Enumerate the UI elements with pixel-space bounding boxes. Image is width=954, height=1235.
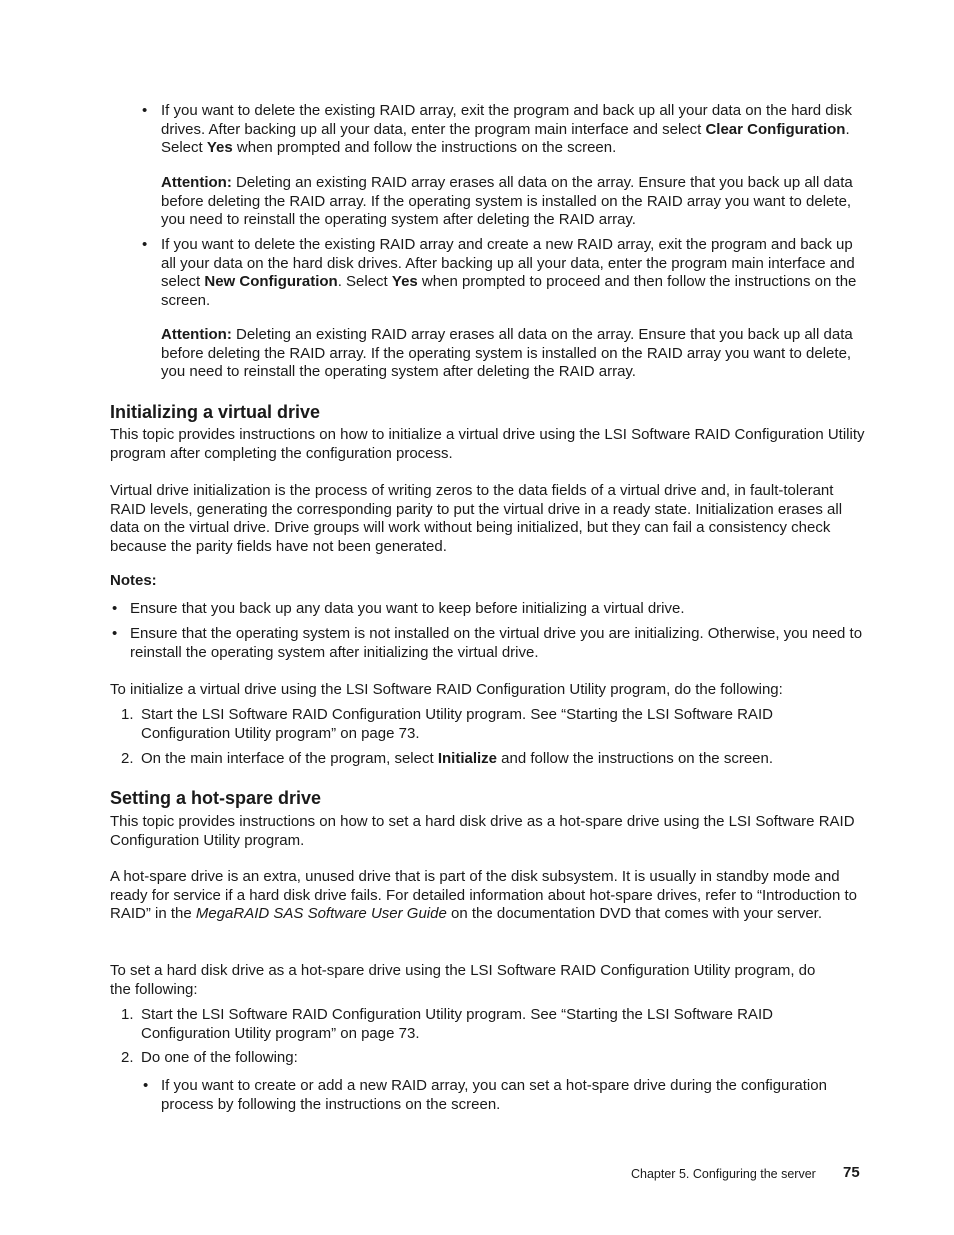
heading-initializing-virtual-drive: Initializing a virtual drive xyxy=(110,402,321,422)
section1-paragraph: Virtual drive initialization is the process of writing zeros to the data fields of a virtual drive and, in fault-tolerant RAID levels, generating the corresponding parity to put the virtual drive in a ready state. Initialization erases all data on the virtual drive. Drive groups will work without being initialized, but they can fail a consistency check because the parity fields have not been generated. xyxy=(110,482,843,555)
section2-paragraph: A hot-spare drive is an extra, unused drive that is part of the disk subsystem. It is usually in standby mode and ready for service if a hard disk drive fails. For detailed information about hot-spare drives, refer to “Introduction to RAID” in the MegaRAID SAS Software User Guide on the documentation DVD that comes with your server. xyxy=(110,868,858,923)
bullet-marker: • xyxy=(143,1077,149,1094)
footer-chapter-title: Chapter 5. Configuring the server xyxy=(631,1167,816,1181)
bullet-marker: • xyxy=(142,102,148,119)
section2-step-1: Start the LSI Software RAID Configuration Utility program. See “Starting the LSI Software RAID Configuration Utility program” on page 73. xyxy=(141,1006,773,1042)
bullet-new-configuration: If you want to delete the existing RAID array and create a new RAID array, exit the program and back up all your data on the hard disk drives. After backing up all your data, enter the program main interface and select New Configuration. Select Yes when prompted to proceed and then follow the instructions on the screen. xyxy=(161,236,857,309)
bullet-marker: • xyxy=(112,600,118,617)
step-number: 2. xyxy=(121,1049,134,1066)
section1-steps-intro: To initialize a virtual drive using the LSI Software RAID Configuration Utility program, do the following: xyxy=(110,681,783,698)
heading-setting-hot-spare-drive: Setting a hot-spare drive xyxy=(110,788,322,808)
section2-intro: This topic provides instructions on how to set a hard disk drive as a hot-spare drive using the LSI Software RAID Configuration Utility program. xyxy=(110,813,855,849)
section1-step-1: Start the LSI Software RAID Configuration Utility program. See “Starting the LSI Software RAID Configuration Utility program” on page 73. xyxy=(141,706,773,742)
section1-intro: This topic provides instructions on how to initialize a virtual drive using the LSI Software RAID Configuration Utility program after completing the configuration process. xyxy=(110,426,865,462)
bullet-delete-raid: If you want to delete the existing RAID array, exit the program and back up all your data on the hard disk drives. After backing up all your data, enter the program main interface and select Clear Configuration. Select Yes when prompted and follow the instructions on the screen. xyxy=(161,102,852,157)
step-number: 1. xyxy=(121,706,134,723)
page-number: 75 xyxy=(843,1164,860,1181)
section2-step-2: Do one of the following: xyxy=(141,1049,298,1066)
attention-note-1: Attention: Deleting an existing RAID array erases all data on the array. Ensure that you back up all data before deleting the RAID array. If the operating system is installed on the RAID array you want to delete, you need to reinstall the operating system after deleting the RAID array. xyxy=(161,174,853,229)
step-number: 1. xyxy=(121,1006,134,1023)
note-item-os: Ensure that the operating system is not installed on the virtual drive you are initializing. Otherwise, you need to reinstall the operating system after initializing the virtual drive. xyxy=(130,625,863,661)
notes-label: Notes: xyxy=(110,572,157,589)
note-item-backup: Ensure that you back up any data you want to keep before initializing a virtual drive. xyxy=(130,600,685,617)
section1-step-2: On the main interface of the program, select Initialize and follow the instructions on the screen. xyxy=(141,750,774,767)
section2-sub-bullet: If you want to create or add a new RAID array, you can set a hot-spare drive during the configuration process by following the instructions on the screen. xyxy=(161,1077,827,1113)
section2-steps-intro: To set a hard disk drive as a hot-spare drive using the LSI Software RAID Configuration Utility program, do the following: xyxy=(110,962,816,998)
bullet-marker: • xyxy=(142,236,148,253)
step-number: 2. xyxy=(121,750,134,767)
bullet-marker: • xyxy=(112,625,118,642)
attention-note-2: Attention: Deleting an existing RAID array erases all data on the array. Ensure that you back up all data before deleting the RAID array. If the operating system is installed on the RAID array you want to delete, you need to reinstall the operating system after deleting the RAID array. xyxy=(161,326,853,381)
